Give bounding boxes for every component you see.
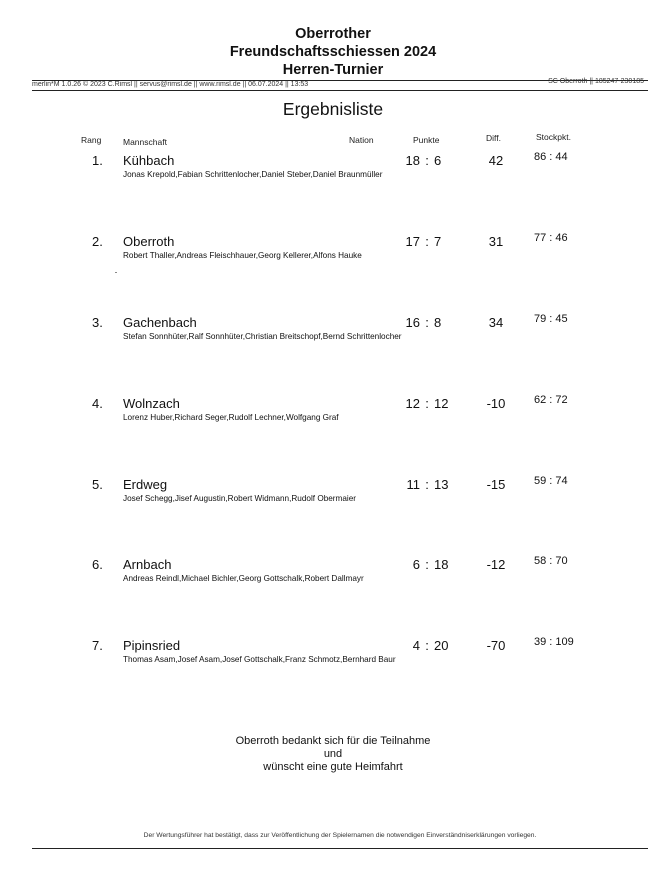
result-row-2 [0,234,666,274]
rank: 6. [92,557,103,572]
points-lost: 7 [434,234,442,249]
points-won: 4 [412,638,420,653]
team-players: Lorenz Huber,Richard Seger,Rudolf Lechner,Wolfgang Graf [123,413,339,422]
col-rank-header: Rang [81,135,102,145]
club-meta: SC Oberroth || 185247-230185 [548,78,644,85]
page-title: Ergebnisliste [282,99,384,119]
point-diff: -12 [486,557,506,572]
points-lost: 6 [434,153,442,168]
result-row-6 [0,557,666,597]
footer-rule [32,848,648,849]
points-separator: : [425,557,429,572]
points [396,638,458,653]
points-separator: : [425,234,429,249]
consent-footer: Der Wertungsführer hat bestätigt, dass zur Veröffentlichung der Spielernamen die notwendigen Einverständniserklärungen vorliegen. [143,832,537,839]
points-separator: : [425,396,429,411]
col-nation-header: Nation [349,135,374,145]
team-name: Wolnzach [123,396,180,411]
rank: 4. [92,396,103,411]
rank: 7. [92,638,103,653]
team-name: Arnbach [123,557,172,572]
team-players: Andreas Reindl,Michael Bichler,Georg Gottschalk,Robert Dallmayr [123,574,364,583]
team-players: Robert Thaller,Andreas Fleischhauer,Georg Kellerer,Alfons Hauke [123,251,362,260]
points [396,315,458,330]
point-diff: 31 [488,234,504,249]
points-won: 16 [405,315,420,330]
closing-line-3: wünscht eine gute Heimfahrt [263,761,403,773]
points-lost: 13 [434,477,449,492]
point-diff: 34 [488,315,504,330]
result-row-7 [0,638,666,678]
points [396,396,458,411]
rank: 3. [92,315,103,330]
event-title: Freundschaftsschiessen 2024 [229,44,437,60]
closing-line-1: Oberroth bedankt sich für die Teilnahme [235,735,431,747]
rank: 2. [92,234,103,249]
points [396,557,458,572]
rank: 5. [92,477,103,492]
stock-points: 62 : 72 [534,394,568,406]
team-players: Jonas Krepold,Fabian Schrittenlocher,Daniel Steber,Daniel Braunmüller [123,170,383,179]
points-lost: 8 [434,315,442,330]
points [396,477,458,492]
points [396,234,458,249]
software-meta: merlin*M 1.0.26 © 2023 C.Rimsl || servus@rimsl.de || www.rimsl.de || 06.07.2024 || 13:53 [32,81,309,88]
col-stock-header: Stockpkt. [536,132,571,142]
points-lost: 18 [434,557,449,572]
stock-points: 58 : 70 [534,555,568,567]
points [396,153,458,168]
result-row-4 [0,396,666,436]
team-name: Gachenbach [123,315,197,330]
col-diff-header: Diff. [486,133,501,143]
points-won: 17 [405,234,420,249]
team-name: Kühbach [123,153,175,168]
point-diff: -10 [486,396,506,411]
club-title: Oberrother [295,26,371,42]
stock-points: 79 : 45 [534,313,568,325]
result-row-3 [0,315,666,355]
scan-mark [115,272,117,273]
team-players: Stefan Sonnhüter,Ralf Sonnhüter,Christian Breitschopf,Bernd Schrittenlocher [123,332,402,341]
points-separator: : [425,638,429,653]
points-lost: 12 [434,396,449,411]
points-separator: : [425,153,429,168]
result-row-1 [0,153,666,193]
stock-points: 59 : 74 [534,475,568,487]
points-separator: : [425,477,429,492]
points-separator: : [425,315,429,330]
team-name: Erdweg [123,477,168,492]
stock-points: 77 : 46 [534,232,568,244]
col-team-header: Mannschaft [123,137,167,147]
result-row-5 [0,477,666,517]
points-won: 18 [405,153,420,168]
team-name: Pipinsried [123,638,181,653]
team-name: Oberroth [123,234,175,249]
points-lost: 20 [434,638,449,653]
stock-points: 86 : 44 [534,151,568,163]
points-won: 11 [406,477,420,492]
point-diff: -70 [486,638,506,653]
closing-line-2: und [323,748,343,760]
point-diff: 42 [488,153,504,168]
team-players: Thomas Asam,Josef Asam,Josef Gottschalk,Franz Schmotz,Bernhard Baur [123,655,396,664]
tournament-title: Herren-Turnier [282,62,384,78]
stock-points: 39 : 109 [534,636,574,648]
rank: 1. [92,153,103,168]
points-won: 12 [405,396,420,411]
point-diff: -15 [486,477,506,492]
team-players: Josef Schegg,Jisef Augustin,Robert Widmann,Rudolf Obermaier [123,494,357,503]
points-won: 6 [412,557,420,572]
col-points-header: Punkte [413,135,440,145]
header-rule-bottom [32,90,648,91]
